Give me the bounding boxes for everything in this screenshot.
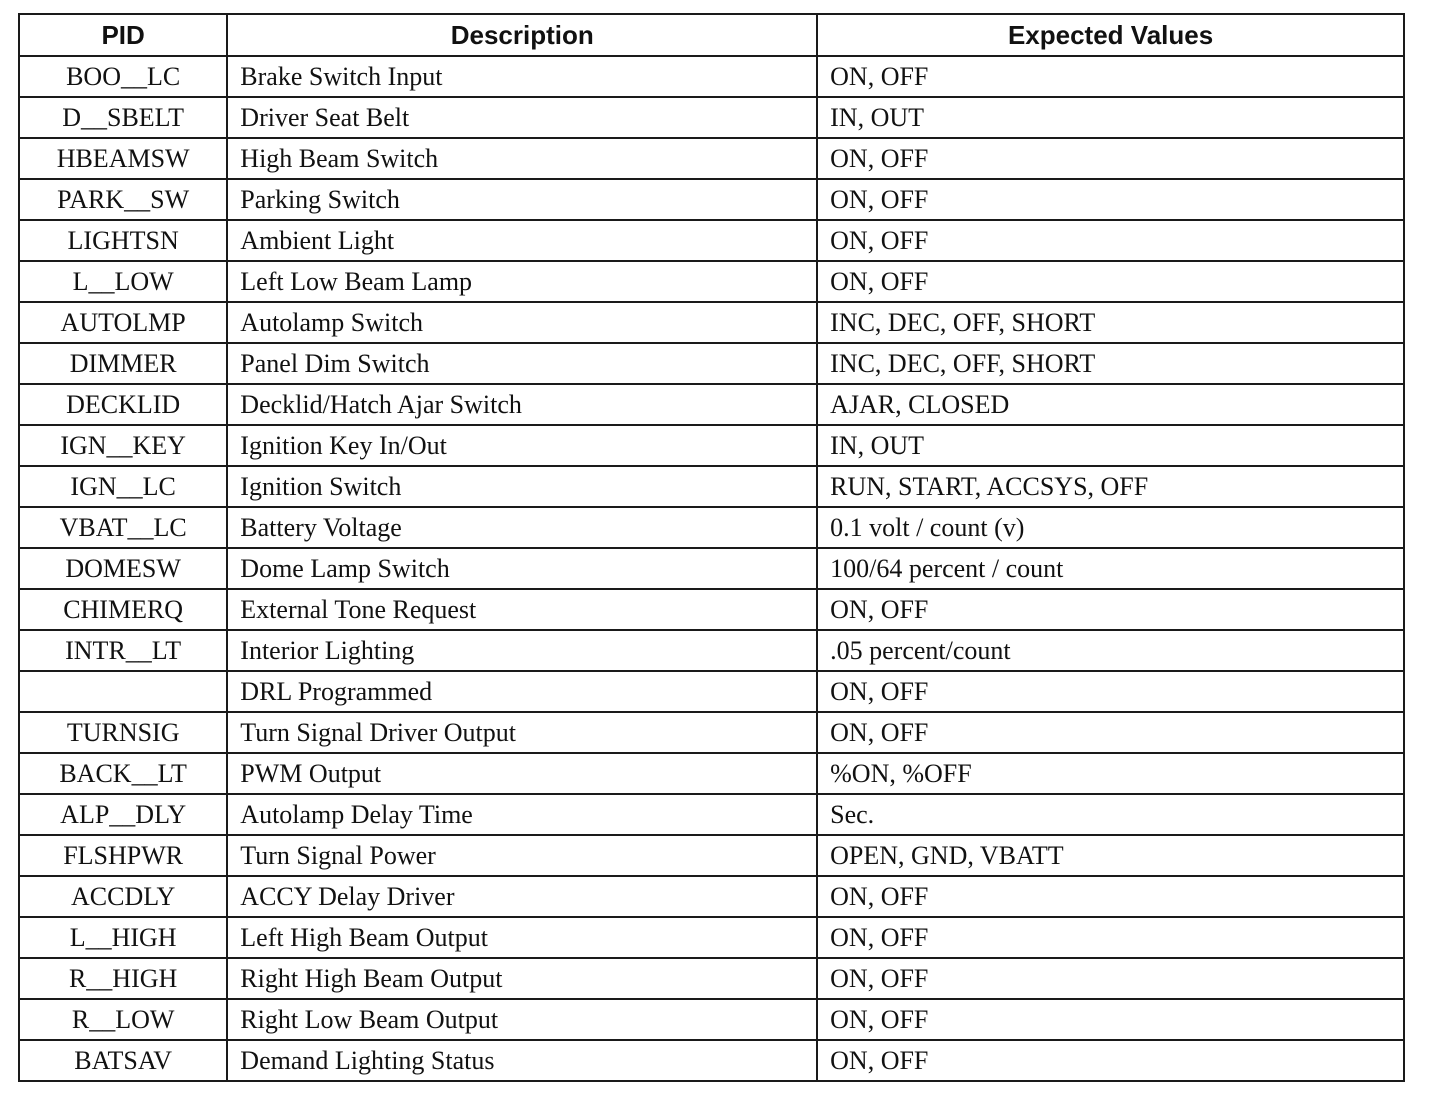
pid-cell: L__LOW bbox=[19, 261, 227, 302]
expected-value-cell: ON, OFF bbox=[817, 261, 1404, 302]
description-cell: Battery Voltage bbox=[227, 507, 817, 548]
table-row bbox=[19, 876, 1404, 917]
pid-cell: LIGHTSN bbox=[19, 220, 227, 261]
pid-cell: TURNSIG bbox=[19, 712, 227, 753]
description-cell: Ignition Switch bbox=[227, 466, 817, 507]
table-row bbox=[19, 630, 1404, 671]
description-cell: Interior Lighting bbox=[227, 630, 817, 671]
description-cell: Parking Switch bbox=[227, 179, 817, 220]
pid-cell: R__HIGH bbox=[19, 958, 227, 999]
table-row bbox=[19, 794, 1404, 835]
pid-cell: INTR__LT bbox=[19, 630, 227, 671]
header-row bbox=[19, 14, 1404, 56]
table-row bbox=[19, 507, 1404, 548]
expected-value-cell: ON, OFF bbox=[817, 589, 1404, 630]
description-cell: Demand Lighting Status bbox=[227, 1040, 817, 1081]
table-row bbox=[19, 179, 1404, 220]
expected-value-cell: .05 percent/count bbox=[817, 630, 1404, 671]
expected-value-cell: OPEN, GND, VBATT bbox=[817, 835, 1404, 876]
table-row bbox=[19, 56, 1404, 97]
description-cell: Right High Beam Output bbox=[227, 958, 817, 999]
pid-cell: IGN__LC bbox=[19, 466, 227, 507]
description-cell: Autolamp Switch bbox=[227, 302, 817, 343]
table-row bbox=[19, 753, 1404, 794]
description-cell: Right Low Beam Output bbox=[227, 999, 817, 1040]
table-row bbox=[19, 589, 1404, 630]
table-row bbox=[19, 958, 1404, 999]
table-row bbox=[19, 425, 1404, 466]
description-cell: Ignition Key In/Out bbox=[227, 425, 817, 466]
description-cell: Left Low Beam Lamp bbox=[227, 261, 817, 302]
table-body bbox=[19, 56, 1404, 1081]
description-cell: Driver Seat Belt bbox=[227, 97, 817, 138]
expected-value-cell: ON, OFF bbox=[817, 179, 1404, 220]
table-row bbox=[19, 302, 1404, 343]
expected-value-cell: ON, OFF bbox=[817, 958, 1404, 999]
description-cell: Brake Switch Input bbox=[227, 56, 817, 97]
pid-table bbox=[18, 13, 1405, 1082]
pid-cell: L__HIGH bbox=[19, 917, 227, 958]
table-row bbox=[19, 343, 1404, 384]
table-row bbox=[19, 138, 1404, 179]
expected-value-cell: RUN, START, ACCSYS, OFF bbox=[817, 466, 1404, 507]
header-description: Description bbox=[227, 14, 817, 56]
table-row bbox=[19, 261, 1404, 302]
expected-value-cell: Sec. bbox=[817, 794, 1404, 835]
table-row bbox=[19, 97, 1404, 138]
pid-cell: BOO__LC bbox=[19, 56, 227, 97]
table-row bbox=[19, 671, 1404, 712]
pid-cell: VBAT__LC bbox=[19, 507, 227, 548]
pid-cell: AUTOLMP bbox=[19, 302, 227, 343]
table-row bbox=[19, 835, 1404, 876]
pid-cell: CHIMERQ bbox=[19, 589, 227, 630]
expected-value-cell: ON, OFF bbox=[817, 876, 1404, 917]
pid-cell: BACK__LT bbox=[19, 753, 227, 794]
table-row bbox=[19, 712, 1404, 753]
header-expected-values: Expected Values bbox=[817, 14, 1404, 56]
table-row bbox=[19, 548, 1404, 589]
pid-cell: ACCDLY bbox=[19, 876, 227, 917]
expected-value-cell: ON, OFF bbox=[817, 220, 1404, 261]
pid-cell: PARK__SW bbox=[19, 179, 227, 220]
expected-value-cell: ON, OFF bbox=[817, 1040, 1404, 1081]
description-cell: PWM Output bbox=[227, 753, 817, 794]
description-cell: Left High Beam Output bbox=[227, 917, 817, 958]
expected-value-cell: INC, DEC, OFF, SHORT bbox=[817, 343, 1404, 384]
expected-value-cell: 0.1 volt / count (v) bbox=[817, 507, 1404, 548]
description-cell: ACCY Delay Driver bbox=[227, 876, 817, 917]
description-cell: External Tone Request bbox=[227, 589, 817, 630]
expected-value-cell: %ON, %OFF bbox=[817, 753, 1404, 794]
header-pid: PID bbox=[19, 14, 227, 56]
description-cell: Decklid/Hatch Ajar Switch bbox=[227, 384, 817, 425]
expected-value-cell: ON, OFF bbox=[817, 138, 1404, 179]
description-cell: High Beam Switch bbox=[227, 138, 817, 179]
pid-cell: IGN__KEY bbox=[19, 425, 227, 466]
description-cell: Panel Dim Switch bbox=[227, 343, 817, 384]
table-row bbox=[19, 999, 1404, 1040]
expected-value-cell: ON, OFF bbox=[817, 917, 1404, 958]
table-row bbox=[19, 466, 1404, 507]
expected-value-cell: ON, OFF bbox=[817, 999, 1404, 1040]
pid-cell: FLSHPWR bbox=[19, 835, 227, 876]
pid-cell: BATSAV bbox=[19, 1040, 227, 1081]
description-cell: Turn Signal Power bbox=[227, 835, 817, 876]
pid-cell: R__LOW bbox=[19, 999, 227, 1040]
pid-cell: DOMESW bbox=[19, 548, 227, 589]
expected-value-cell: INC, DEC, OFF, SHORT bbox=[817, 302, 1404, 343]
expected-value-cell: AJAR, CLOSED bbox=[817, 384, 1404, 425]
table-row bbox=[19, 1040, 1404, 1081]
expected-value-cell: ON, OFF bbox=[817, 671, 1404, 712]
description-cell: Autolamp Delay Time bbox=[227, 794, 817, 835]
pid-cell: DECKLID bbox=[19, 384, 227, 425]
expected-value-cell: IN, OUT bbox=[817, 97, 1404, 138]
pid-cell: ALP__DLY bbox=[19, 794, 227, 835]
pid-cell bbox=[19, 671, 227, 712]
table-row bbox=[19, 917, 1404, 958]
expected-value-cell: IN, OUT bbox=[817, 425, 1404, 466]
pid-cell: D__SBELT bbox=[19, 97, 227, 138]
table-header bbox=[19, 14, 1404, 56]
expected-value-cell: 100/64 percent / count bbox=[817, 548, 1404, 589]
description-cell: Ambient Light bbox=[227, 220, 817, 261]
description-cell: Turn Signal Driver Output bbox=[227, 712, 817, 753]
pid-cell: DIMMER bbox=[19, 343, 227, 384]
description-cell: Dome Lamp Switch bbox=[227, 548, 817, 589]
table-row bbox=[19, 384, 1404, 425]
description-cell: DRL Programmed bbox=[227, 671, 817, 712]
expected-value-cell: ON, OFF bbox=[817, 56, 1404, 97]
pid-cell: HBEAMSW bbox=[19, 138, 227, 179]
table-row bbox=[19, 220, 1404, 261]
expected-value-cell: ON, OFF bbox=[817, 712, 1404, 753]
